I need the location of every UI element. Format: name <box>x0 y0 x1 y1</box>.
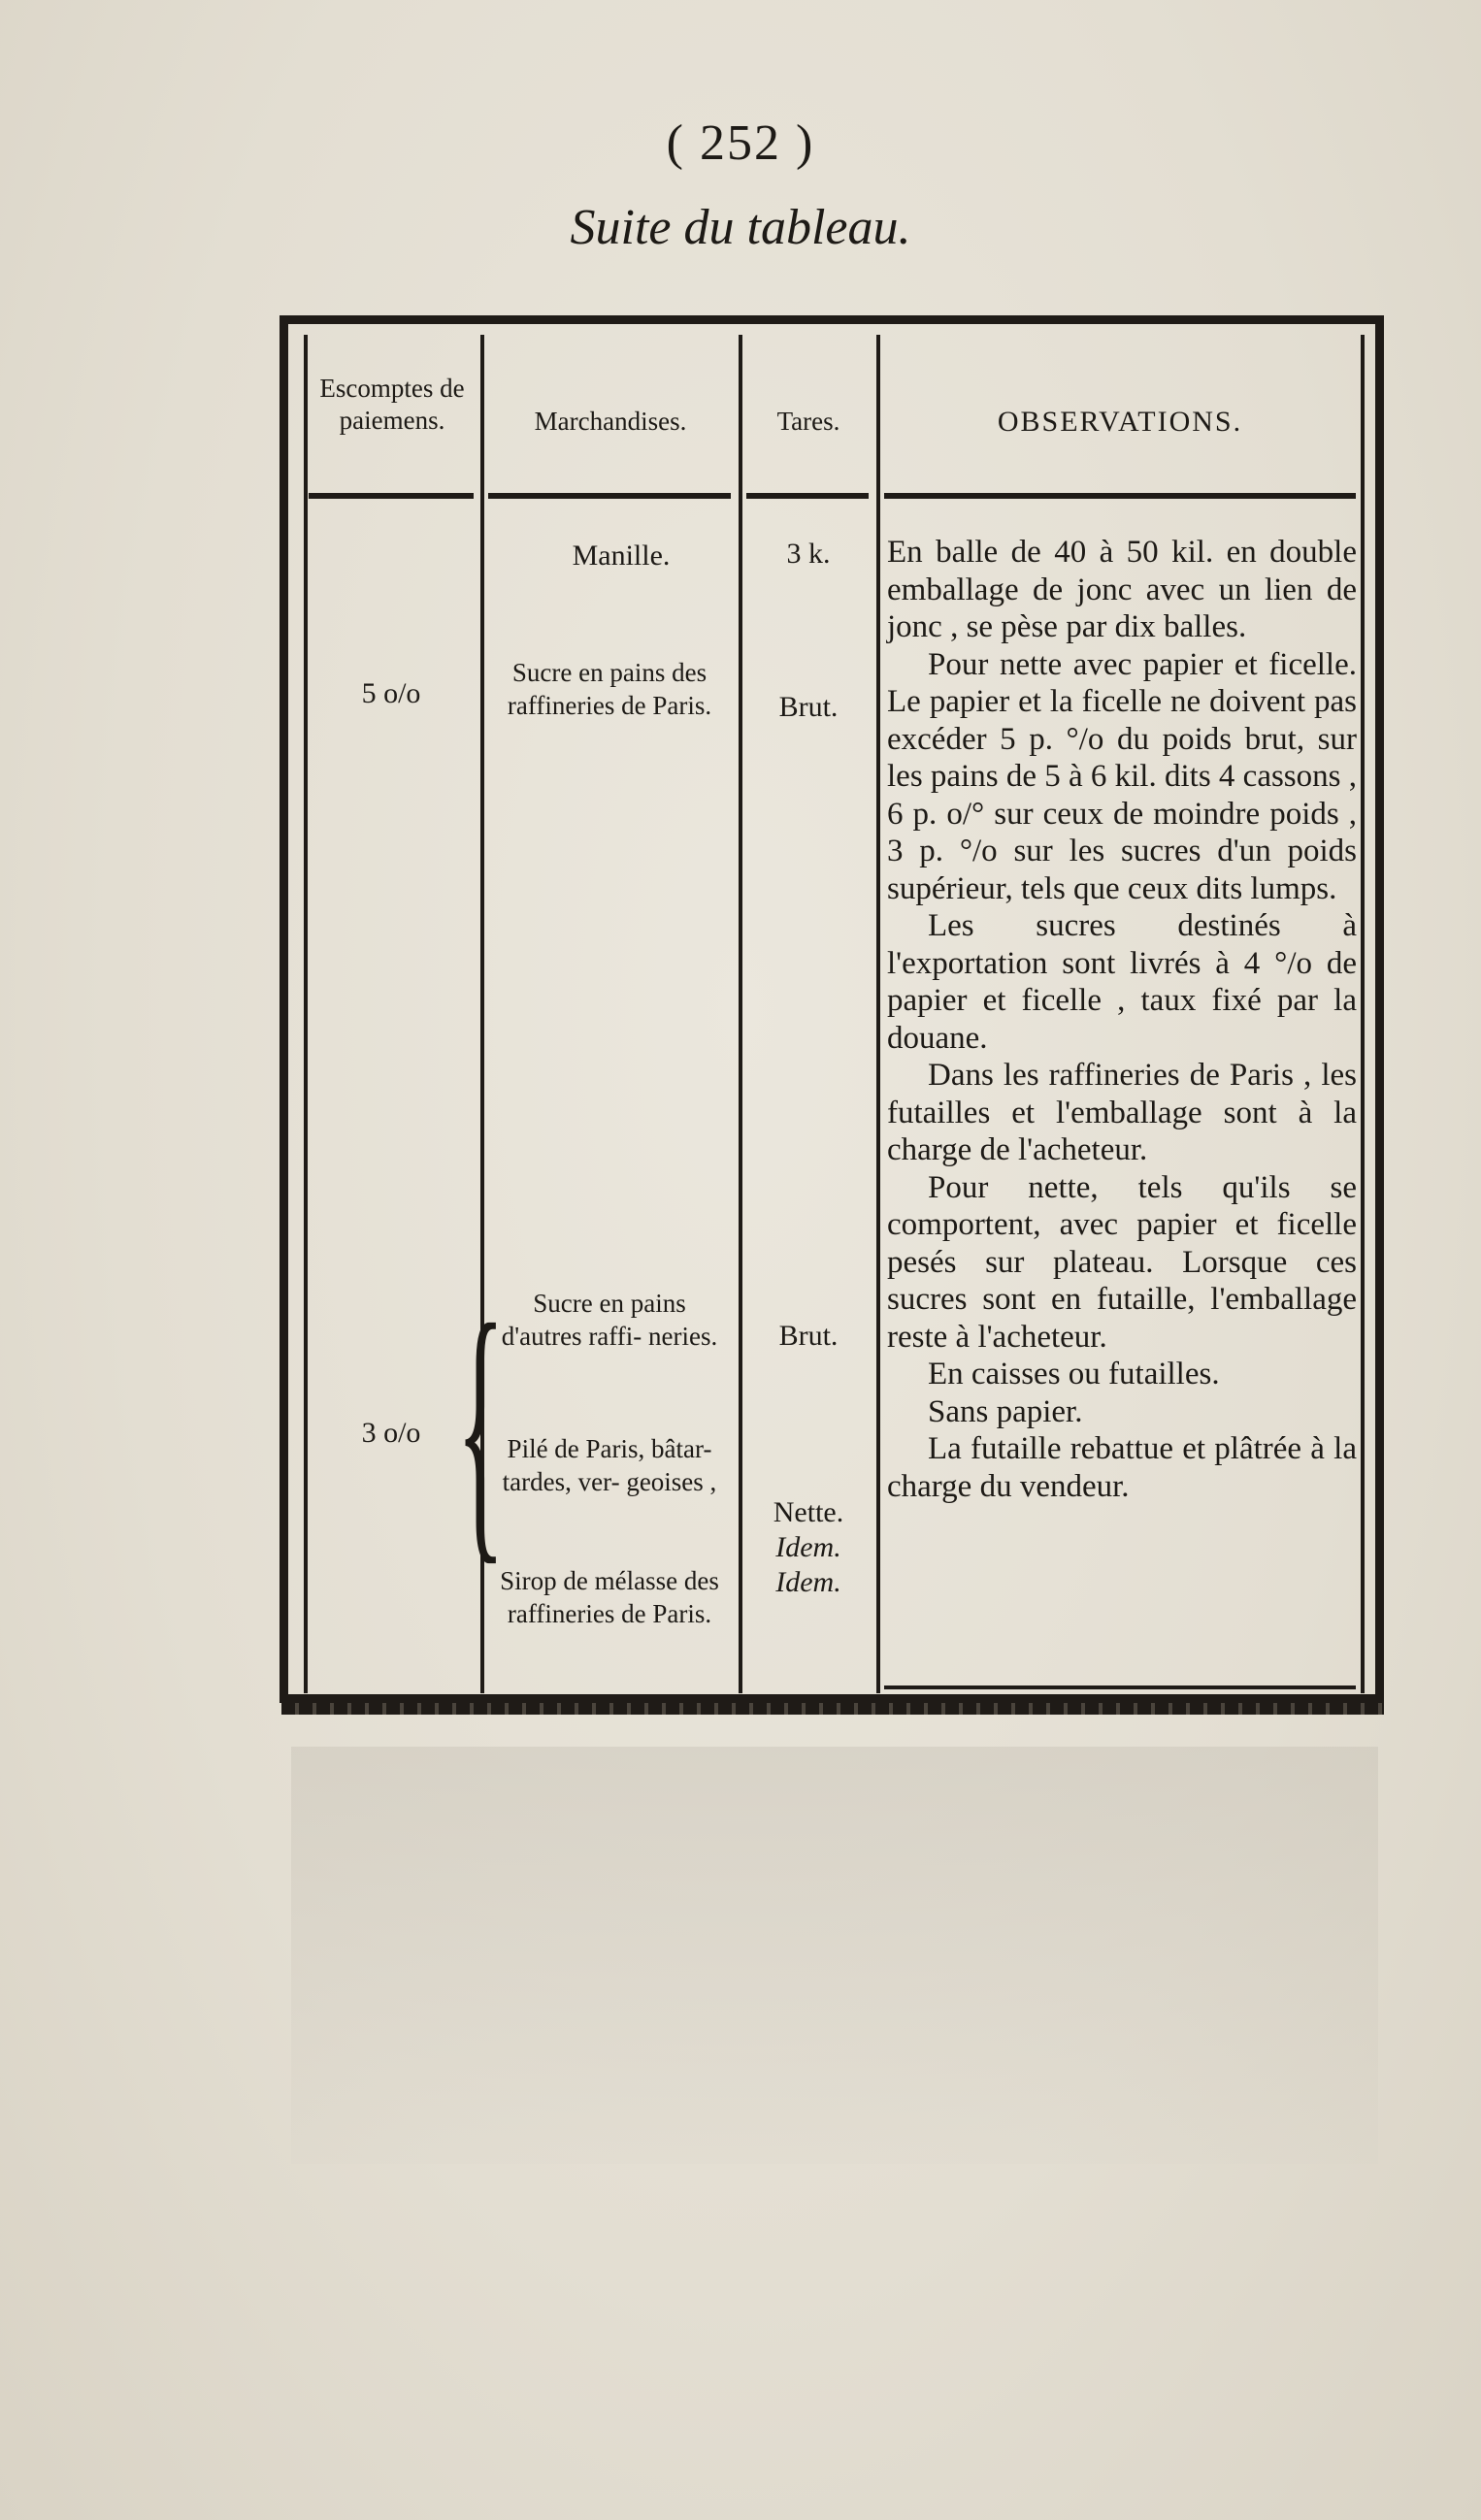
observation-caisses: En caisses ou futailles. <box>928 1357 1220 1391</box>
observation-exportation: Les sucres destinés à l'exportation sont livrés à 4 °/o de papier et ficelle , taux fixé par la douane. <box>887 908 1357 1056</box>
row2-tare-idem-2: Idem. <box>775 1566 841 1598</box>
show-through-area <box>291 1747 1378 2164</box>
footer-rule-observations <box>884 1685 1356 1689</box>
row2-marchandise-sirop: Sirop de mélasse des raffineries de Paris. <box>500 1566 719 1628</box>
row2-escompte: 3 o/o <box>361 1417 421 1449</box>
row1-marchandise-manille: Manille. <box>572 540 671 572</box>
running-title: Suite du tableau. <box>570 200 911 255</box>
row2-marchandise-pile: Pilé de Paris, bâtar- tardes, ver- geoises , <box>502 1434 717 1496</box>
header-observations: OBSERVATIONS. <box>997 406 1243 438</box>
header-rule-tares <box>746 493 869 499</box>
header-escomptes: Escomptes de paiemens. <box>319 374 465 435</box>
row1-tare-manille: 3 k. <box>786 538 831 570</box>
observations-text <box>887 534 1357 1505</box>
row2-marchandise-autres-raffineries: Sucre en pains d'autres raffi- neries. <box>501 1289 718 1351</box>
header-tares: Tares. <box>776 407 840 436</box>
column-rule-4 <box>876 335 880 1693</box>
table-bottom-rule <box>281 1703 1384 1715</box>
row2-tare-pile: Nette. <box>773 1496 844 1528</box>
column-rule-1 <box>304 335 308 1693</box>
row1-marchandise-sucre-paris: Sucre en pains des raffineries de Paris. <box>507 658 712 720</box>
row2-tare-idem-1: Idem. <box>775 1531 841 1563</box>
header-rule-observations <box>884 493 1356 499</box>
observation-pains-paris: Pour nette avec papier et ficelle. Le papier et la ficelle ne doivent pas excéder 5 p. °/o du poids brut, sur les pains de 5 à 6 kil. dits 4 cassons , 6 p. o/° sur ceux de moindre poids , 3 p. °/o sur les sucres d'un poids supérieur, tels que ceux dits lumps. <box>887 646 1357 906</box>
observation-autres-raffineries: Pour nette, tels qu'ils se comportent, avec papier et ficelle pesés sur plateau. Lorsque ces sucres sont en futaille, l'emballage reste à l'acheteur. <box>887 1169 1357 1355</box>
observation-sirop: La futaille rebattue et plâtrée à la charge du vendeur. <box>887 1431 1357 1504</box>
column-rule-3 <box>739 335 742 1693</box>
column-rule-5 <box>1361 335 1365 1693</box>
row1-escompte: 5 o/o <box>361 677 421 709</box>
row2-brace: { <box>456 1265 506 1587</box>
observation-futailles-paris: Dans les raffineries de Paris , les futailles et l'emballage sont à la charge de l'acheteur. <box>887 1058 1357 1167</box>
header-marchandises: Marchandises. <box>534 407 687 436</box>
page-number: ( 252 ) <box>666 115 815 171</box>
observation-manille: En balle de 40 à 50 kil. en double emballage de jonc avec un lien de jonc , se pèse par dix balles. <box>887 535 1357 644</box>
header-rule-escomptes <box>309 493 474 499</box>
header-rule-marchandises <box>488 493 731 499</box>
row1-tare-sucre-paris: Brut. <box>778 691 839 723</box>
observation-sans-papier: Sans papier. <box>928 1393 1083 1429</box>
row2-tare-autres-raffineries: Brut. <box>778 1320 839 1352</box>
